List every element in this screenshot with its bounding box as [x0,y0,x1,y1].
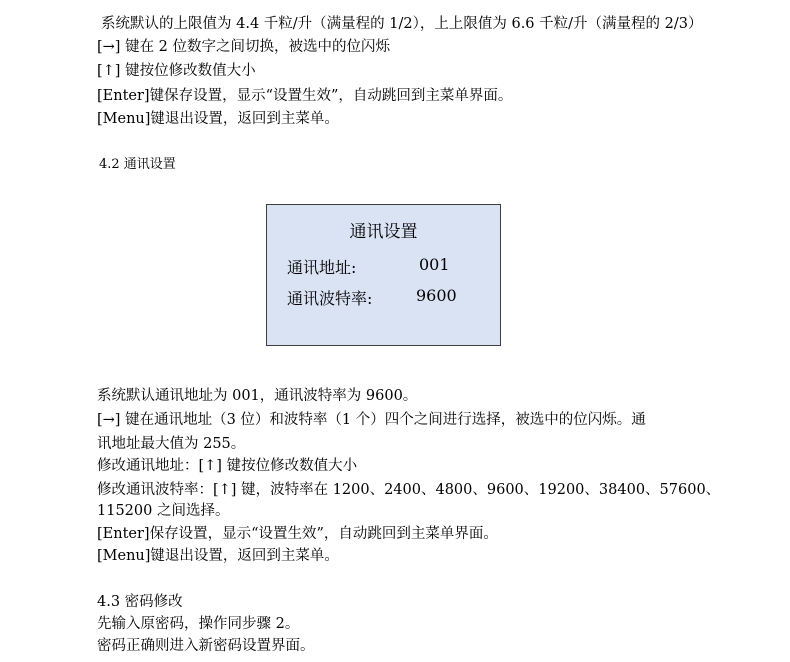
text-line-enter-old-password: 先输入原密码，操作同步骤 2。 [97,616,300,632]
address-value: 001 [419,255,450,274]
text-line-enter-key: [Enter]键保存设置，显示“设置生效”，自动跳回到主菜单界面。 [97,88,513,104]
text-line-password-correct: 密码正确则进入新密码设置界面。 [97,638,315,654]
communication-settings-panel [266,204,501,346]
text-line-modify-address: 修改通讯地址：[↑] 键按位修改数值大小 [97,458,358,474]
text-line-right-key-comm: [→] 键在通讯地址（3 位）和波特率（1 个）四个之间进行选择，被选中的位闪烁。通 [97,412,646,428]
text-line-menu-comm: [Menu]键退出设置，返回到主菜单。 [97,548,339,564]
text-line-up-key: [↑] 键按位修改数值大小 [97,63,256,79]
text-line-menu-key: [Menu]键退出设置，返回到主菜单。 [97,111,339,127]
panel-title: 通讯设置 [349,222,418,242]
text-line-enter-comm: [Enter]保存设置，显示“设置生效”，自动跳回到主菜单界面。 [97,526,498,542]
text-line-modify-baud: 修改通讯波特率：[↑] 键，波特率在 1200、2400、4800、9600、19200、38400、57600、 [97,482,721,498]
address-label: 通讯地址: [287,258,357,277]
text-line-baud-options: 115200 之间选择。 [97,503,230,519]
address-row [287,255,450,278]
section-heading-4-3: 4.3 密码修改 [97,594,183,610]
text-line-address-max: 讯地址最大值为 255。 [97,436,246,452]
section-heading-4-2: 4.2 通讯设置 [99,157,176,172]
baud-rate-value: 9600 [416,286,457,305]
text-line-default-comm: 系统默认通讯地址为 001，通讯波特率为 9600。 [97,388,418,404]
baud-rate-label: 通讯波特率: [287,289,373,308]
text-line-right-key: [→] 键在 2 位数字之间切换，被选中的位闪烁 [97,39,391,55]
baud-rate-row [287,286,457,309]
text-line-default-limits: 系统默认的上限值为 4.4 千粒/升（满量程的 1/2），上上限值为 6.6 千粒/升（满量程的 2/3） [101,16,703,32]
